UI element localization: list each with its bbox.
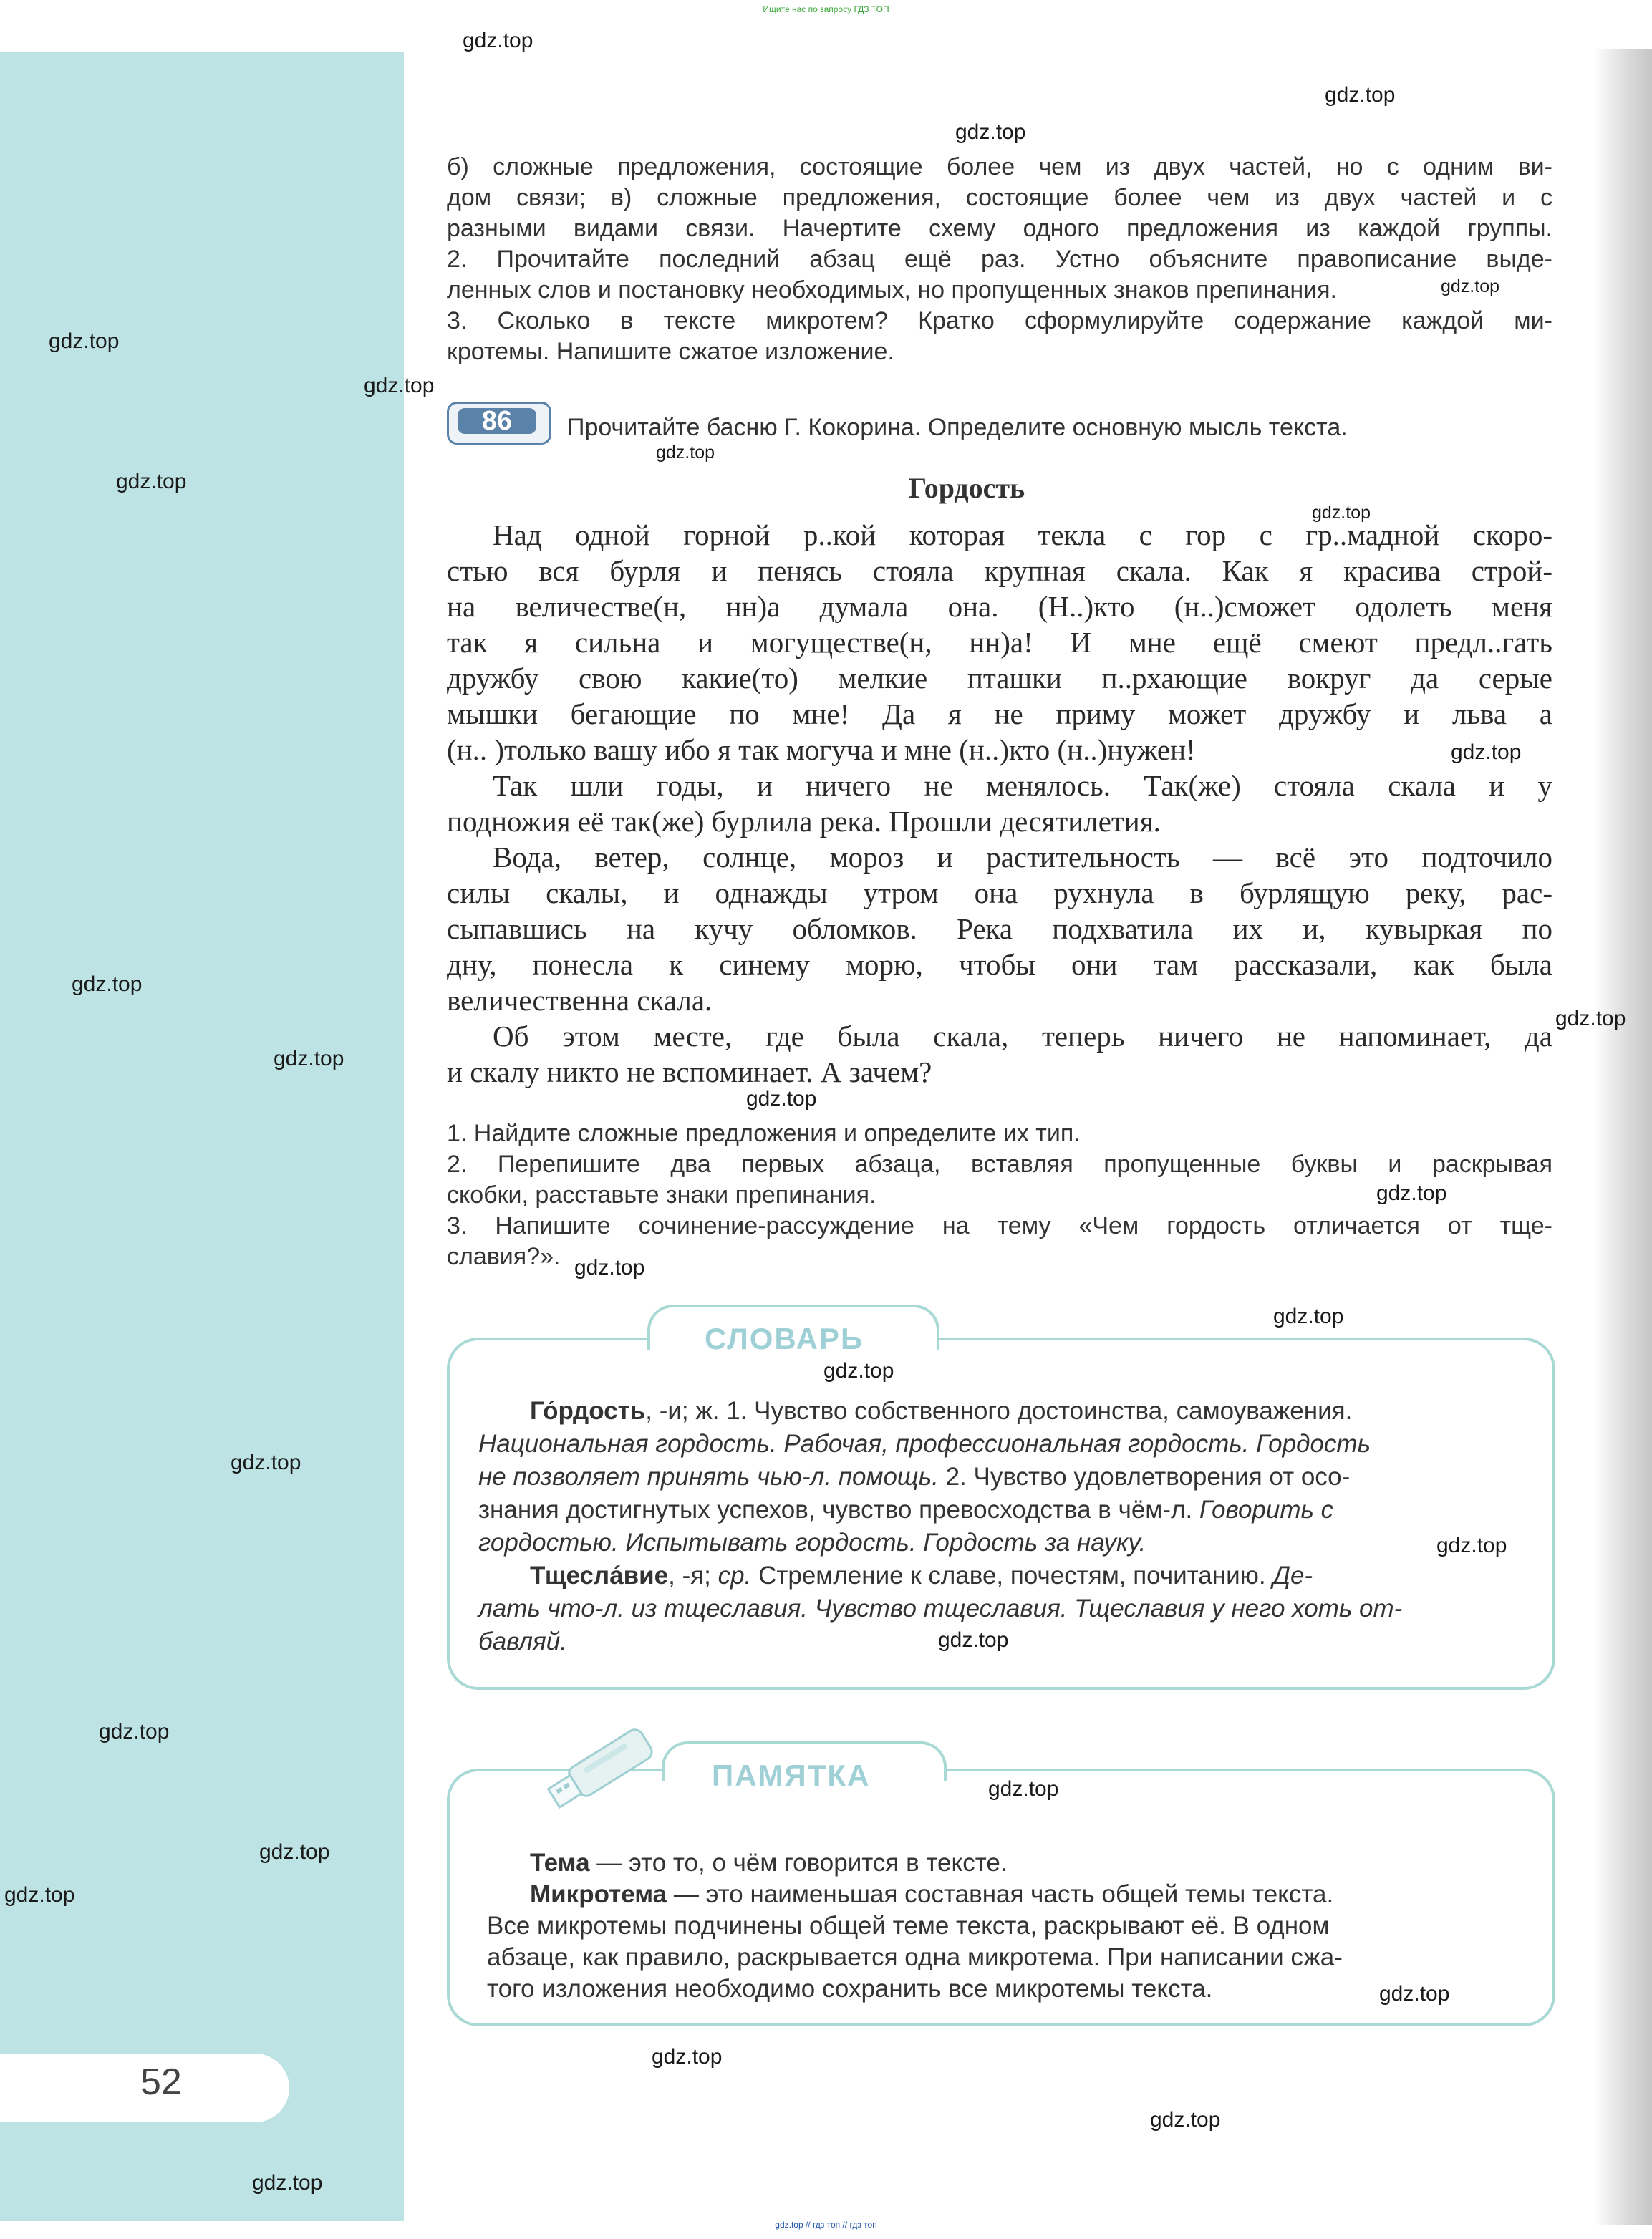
text-line: (н.. )только вашу ибо я так могуча и мне (н..)кто (н..)нужен!	[447, 733, 1196, 766]
text-line: и скалу никто не вспоминает. А зачем?	[447, 1055, 932, 1088]
text-line: мышки бегающие по мне! Да я не приму может дружбу и льва а	[447, 697, 1552, 730]
headword-gordost: Го́рдость	[530, 1397, 646, 1425]
entry-text: Стремление к славе, почестям, почитанию.	[751, 1562, 1273, 1590]
intro-line: дом связи; в) сложные предложения, состоящие более чем из двух частей и с	[447, 184, 1552, 211]
watermark: gdz.top	[4, 1883, 75, 1907]
footer-note: gdz.top // гдз топ // гдз топ	[775, 2220, 877, 2230]
page-number: 52	[140, 2061, 182, 2103]
memo-line: того изложения необходимо сохранить все микротемы текста.	[487, 1975, 1213, 2003]
headword-tshcheslavie: Тщесла́вие	[530, 1562, 669, 1590]
entry-line	[478, 1461, 1509, 1494]
entry-line: лать что-л. из тщеславия. Чувство тщеславия. Тщеславия у него хоть от-	[478, 1595, 1403, 1623]
text-line: величественна скала.	[447, 984, 713, 1017]
text-line: Так шли годы, и ничего не менялось. Так(же) стояла скала и у	[493, 769, 1552, 802]
entry-line: Национальная гордость. Рабочая, профессиональная гордость. Гордость	[478, 1430, 1371, 1458]
text-line: дружбу свою какие(то) мелкие пташки п..рхающие вокруг да серые	[447, 662, 1552, 695]
task-line: 3. Напишите сочинение-рассуждение на тему «Чем гордость отличается от тще-	[447, 1212, 1552, 1239]
watermark: gdz.top	[116, 470, 187, 493]
memo-title: ПАМЯТКА	[712, 1759, 871, 1792]
text-line: подножия её так(же) бурлила река. Прошли десятилетия.	[447, 805, 1161, 838]
watermark: gdz.top	[1325, 83, 1396, 107]
watermark: gdz.top	[364, 374, 435, 397]
text-line: стью вся бурля и пенясь стояла крупная скала. Как я красива строй-	[447, 554, 1552, 587]
intro-line: ленных слов и постановку необходимых, но пропущенных знаков препинания.	[447, 276, 1337, 304]
watermark: gdz.top	[746, 1087, 817, 1111]
watermark: gdz.top	[1376, 1181, 1447, 1205]
entry-example: Говорить с	[1199, 1496, 1334, 1524]
watermark: gdz.top	[49, 329, 120, 353]
task-line: скобки, расставьте знаки препинания.	[447, 1181, 876, 1209]
watermark: gdz.top	[1441, 276, 1500, 296]
memo-line: абзаце, как правило, раскрывается одна микротема. При написании сжа-	[487, 1943, 1343, 1971]
entry-text: , -и; ж. 1. Чувство собственного достоинства, самоуважения.	[645, 1397, 1353, 1425]
watermark: gdz.top	[1451, 740, 1522, 764]
intro-line: б) сложные предложения, состоящие более чем из двух частей, но с одним ви-	[447, 153, 1552, 180]
watermark: gdz.top	[652, 2045, 723, 2069]
page-edge-shadow	[1594, 49, 1652, 2225]
watermark: gdz.top	[656, 443, 715, 463]
intro-line: разными видами связи. Начертите схему одного предложения из каждой группы.	[447, 215, 1552, 242]
watermark: gdz.top	[988, 1777, 1059, 1801]
dictionary-title: СЛОВАРЬ	[705, 1322, 864, 1355]
entry-text: знания достигнутых успехов, чувство превосходства в чём-л.	[478, 1496, 1199, 1524]
exercise-number: 86	[458, 408, 536, 434]
entry-example: не позволяет принять чью-л. помощь.	[478, 1463, 939, 1491]
task-line: славия?».	[447, 1243, 561, 1270]
watermark: gdz.top	[274, 1047, 344, 1070]
watermark: gdz.top	[1379, 1982, 1450, 2006]
header-note: Ищите нас по запросу ГДЗ ТОП	[763, 4, 889, 14]
text-line: Над одной горной р..кой которая текла с гор с гр..мадной скоро-	[493, 518, 1552, 551]
text-line: на величестве(н, нн)а думала она. (Н..)кто (н..)сможет одолеть меня	[447, 590, 1552, 623]
task-line: 2. Перепишите два первых абзаца, вставляя пропущенные буквы и раскрывая	[447, 1151, 1552, 1178]
watermark: gdz.top	[955, 120, 1026, 144]
memo-line	[530, 1879, 1511, 1910]
entry-text: 2. Чувство удовлетворения от осо-	[938, 1463, 1351, 1491]
exercise-number-badge	[447, 402, 551, 445]
usb-drive-icon	[536, 1723, 665, 1816]
entry-line	[478, 1559, 1509, 1592]
watermark: gdz.top	[1312, 503, 1371, 523]
watermark: gdz.top	[823, 1359, 894, 1383]
entry-line: бавляй.	[478, 1628, 567, 1655]
watermark: gdz.top	[99, 1720, 170, 1744]
watermark: gdz.top	[72, 972, 143, 996]
memo-line	[530, 1847, 1511, 1879]
memo-content	[487, 1847, 1511, 2005]
intro-line: 3. Сколько в тексте микротем? Кратко сформулируйте содержание каждой ми-	[447, 307, 1552, 334]
memo-term-tema: Тема	[530, 1849, 590, 1877]
watermark: gdz.top	[231, 1451, 301, 1474]
watermark: gdz.top	[1436, 1534, 1507, 1557]
watermark: gdz.top	[1273, 1305, 1344, 1328]
memo-term-mikrotema: Микротема	[530, 1880, 667, 1908]
task-line: 1. Найдите сложные предложения и определите их тип.	[447, 1120, 1081, 1147]
text-line: дну, понесла к синему морю, чтобы они там рассказали, как была	[447, 948, 1552, 981]
entry-line: гордостью. Испытывать гордость. Гордость за науку.	[478, 1529, 1146, 1557]
watermark: gdz.top	[259, 1840, 330, 1864]
text-line: сыпавшись на кучу обломков. Река подхватила их и, кувыркая по	[447, 912, 1552, 945]
watermark: gdz.top	[574, 1256, 645, 1280]
memo-text: — это то, о чём говорится в тексте.	[589, 1849, 1008, 1877]
entry-text: , -я;	[668, 1562, 718, 1590]
memo-line: Все микротемы подчинены общей теме текста, раскрывают её. В одном	[487, 1912, 1330, 1940]
text-line: силы скалы, и однажды утром она рухнула в бурлящую реку, рас-	[447, 876, 1552, 909]
watermark: gdz.top	[938, 1628, 1009, 1652]
intro-line: кротемы. Напишите сжатое изложение.	[447, 338, 894, 365]
entry-example: Де-	[1272, 1562, 1313, 1590]
watermark: gdz.top	[463, 29, 533, 52]
watermark: gdz.top	[252, 2171, 323, 2195]
watermark: gdz.top	[1150, 2108, 1221, 2132]
memo-text: — это наименьшая составная часть общей темы текста.	[667, 1880, 1334, 1908]
text-line: Вода, ветер, солнце, мороз и растительность — всё это подточило	[493, 841, 1552, 874]
text-title: Гордость	[908, 472, 1025, 504]
watermark: gdz.top	[1555, 1007, 1626, 1030]
entry-line	[478, 1395, 1509, 1428]
text-line: Об этом месте, где была скала, теперь ничего не напоминает, да	[493, 1020, 1552, 1053]
entry-gender: ср.	[718, 1562, 752, 1590]
dictionary-entry	[478, 1395, 1509, 1658]
exercise-instruction: Прочитайте басню Г. Кокорина. Определите основную мысль текста.	[567, 414, 1348, 441]
intro-line: 2. Прочитайте последний абзац ещё раз. Устно объясните правописание выде-	[447, 246, 1552, 273]
text-line: так я сильна и могуществе(н, нн)а! И мне ещё смеют предл..гать	[447, 626, 1552, 659]
entry-line	[478, 1494, 1509, 1527]
